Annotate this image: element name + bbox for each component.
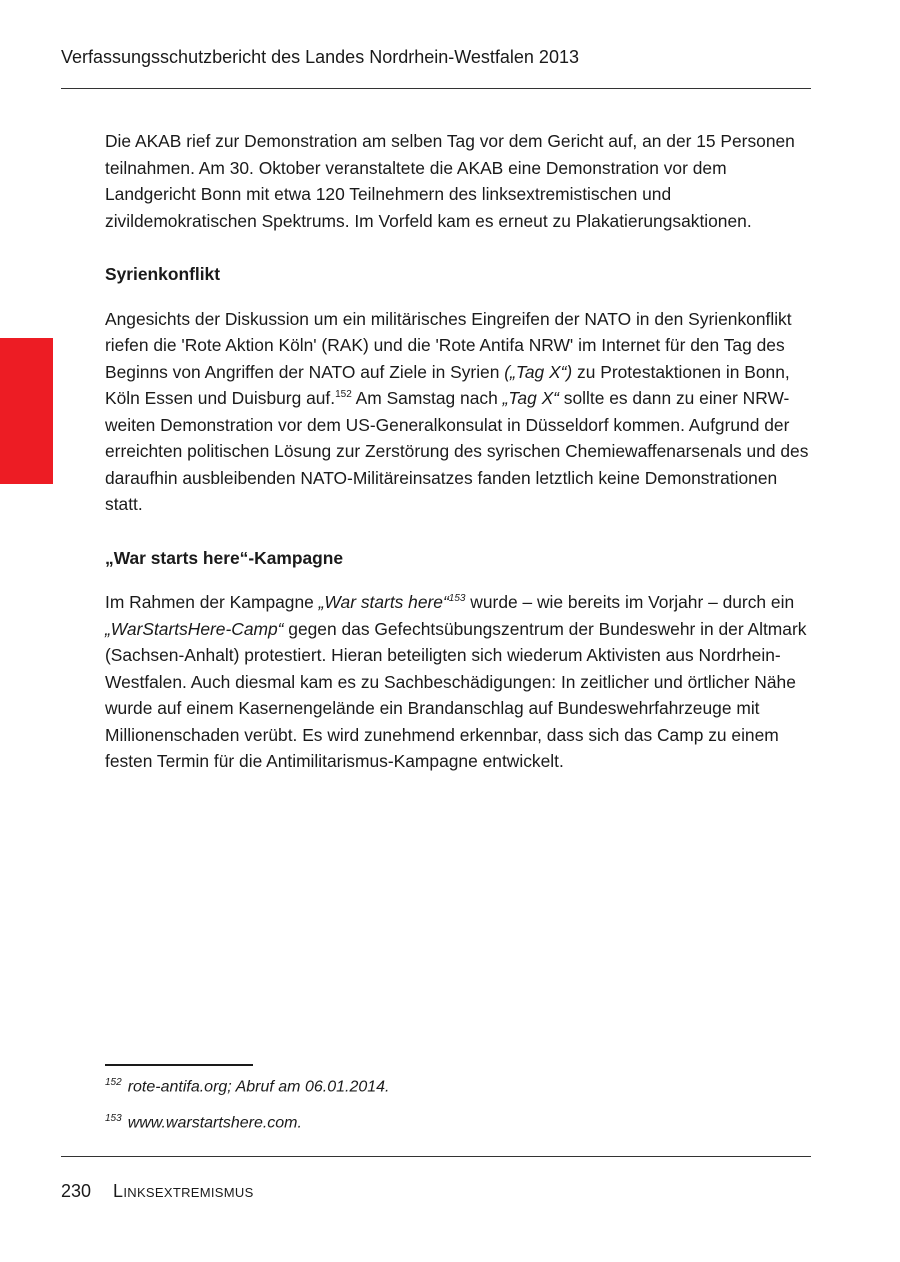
text-run: gegen das Gefechtsübungszentrum der Bundeswehr in der Altmark (Sachsen-Anhalt) protestiert. Hieran beteiligten sich wiederum Aktivisten aus Nordrhein-Westfalen. Auch diesmal kam es zu Sachbeschädigungen: In zeitlicher und örtlicher Nähe wurde auf einem Kasernengelände ein Brandanschlag auf Bundeswehrfahrzeuge mit Millionenschaden verübt. Es wird zunehmend erkennbar, dass sich das Camp zu einem festen Termin für die Antimilitarismus-Kampagne entwickelt.: [105, 618, 807, 771]
text-run: Im Rahmen der Kampagne: [105, 592, 319, 612]
italic-run: „War starts here“: [318, 592, 449, 612]
section-heading-syrienkonflikt: Syrienkonflikt: [105, 264, 221, 284]
italic-run: „WarStartsHere-Camp“: [105, 618, 284, 639]
footnote-number: 152: [105, 1077, 122, 1088]
text-run: wurde – wie bereits im Vorjahr – durch ein: [465, 592, 795, 612]
footnote-text: rote-antifa.org; Abruf am 06.01.2014.: [127, 1078, 390, 1096]
text-run: zu Protestaktionen in Bonn, Köln Essen und Duisburg auf.: [105, 361, 790, 408]
footnote-ref-153[interactable]: 153: [448, 593, 466, 605]
text-run: Angesichts der Diskussion um ein militärisches Eingreifen der NATO in den Syrienkonflikt riefen die 'Rote Aktion Köln' (RAK) und die 'Rote Antifa NRW' im Internet für den Tag des Beginns von Angriffen der NATO auf Ziele in Syrien: [105, 308, 792, 382]
footnote-152: [105, 1073, 389, 1097]
text-run: sollte es dann zu einer NRW-weiten Demonstration vor dem US-Generalkonsulat in Düsseldorf kommen. Aufgrund der erreichten politischen Lösung zur Zerstörung des syrischen Chemiewaffenarsenals und des daraufhin ausbleibenden NATO-Militäreinsatzes fanden letztlich keine Demonstrationen statt.: [105, 388, 809, 514]
footnote-ref-152[interactable]: 152: [335, 389, 352, 401]
footer-rule: [61, 1156, 811, 1157]
italic-run: („Tag X“): [504, 361, 573, 382]
footnote-number: 153: [105, 1113, 122, 1124]
section-heading-war-starts-here: „War starts here“-Kampagne: [105, 547, 344, 568]
italic-run: „Tag X“: [502, 388, 559, 408]
footnote-153: [105, 1109, 302, 1133]
page-number: 230: [61, 1181, 92, 1201]
syrienkonflikt-paragraph: [105, 306, 811, 518]
text-run: Am Samstag nach: [351, 388, 503, 408]
footnote-separator: [105, 1064, 253, 1066]
chapter-side-tab: [0, 338, 53, 484]
header-rule: [61, 88, 811, 89]
main-content: [105, 128, 811, 775]
footnote-text: www.warstartshere.com.: [127, 1114, 302, 1132]
page-footer: [61, 1180, 254, 1202]
footer-section-name: Linksextremismus: [113, 1181, 254, 1201]
war-starts-here-paragraph: [105, 589, 811, 775]
intro-paragraph: Die AKAB rief zur Demonstration am selben Tag vor dem Gericht auf, an der 15 Personen teilnahmen. Am 30. Oktober veranstaltete die AKAB eine Demonstration vor dem Landgericht Bonn mit etwa 120 Teilnehmern des linksextremistischen und zivildemokratischen Spektrums. Im Vorfeld kam es erneut zu Plakatierungsaktionen.: [105, 131, 795, 231]
running-header-title: Verfassungsschutzbericht des Landes Nordrhein-Westfalen 2013: [61, 47, 579, 67]
